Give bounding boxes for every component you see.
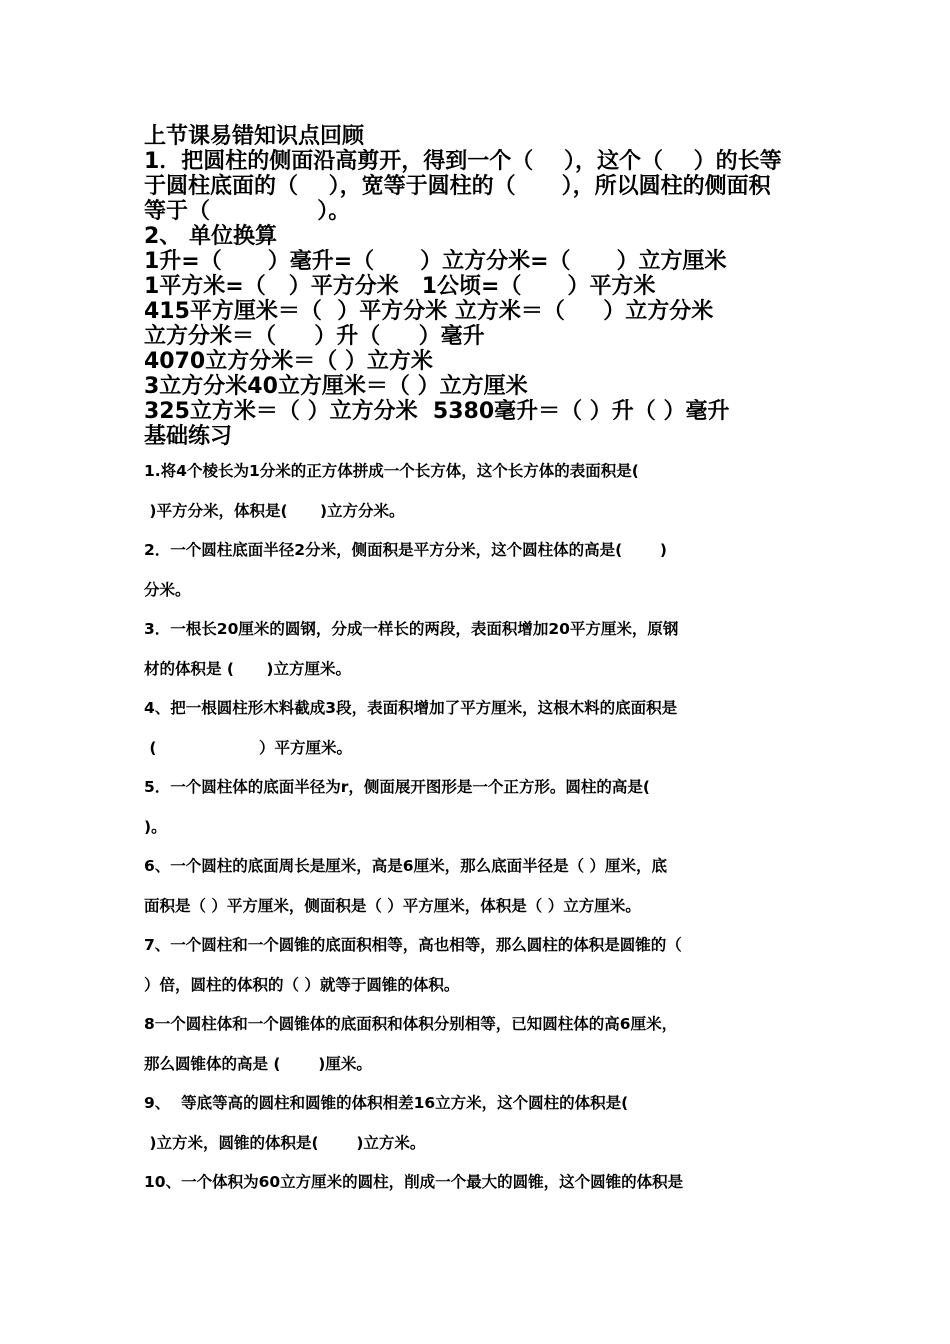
conversion-line: 3立方分米40立方厘米＝（ ）立方厘米 xyxy=(144,374,528,399)
review-title: 上节课易错知识点回顾 xyxy=(144,124,365,149)
practice-line: 分米。 xyxy=(144,580,191,599)
practice-line: ( ）平方厘米。 xyxy=(144,738,353,757)
practice-line: 5．一个圆柱体的底面半径为r，侧面展开图形是一个正方形。圆柱的高是( xyxy=(144,778,651,796)
practice-line: )。 xyxy=(144,817,167,836)
practice-line: 8一个圆柱体和一个圆锥体的底面积和体积分别相等，已知圆柱体的高6厘米， xyxy=(144,1015,678,1033)
review-q2-title: 2、 单位换算 xyxy=(144,224,277,249)
practice-line: 6、一个圆柱的底面周长是厘米，高是6厘米，那么底面半径是（ ）厘米，底 xyxy=(144,857,667,875)
practice-line: 3．一根长20厘米的圆钢，分成一样长的两段，表面积增加20平方厘米，原钢 xyxy=(144,620,679,638)
practice-line: )立方米，圆锥的体积是( )立方米。 xyxy=(144,1133,426,1152)
practice-line: 材的体积是 ( )立方厘米。 xyxy=(144,659,351,678)
review-q1-line-1: 1．把圆柱的侧面沿高剪开，得到一个（ ），这个（ ）的长等 xyxy=(144,149,782,174)
practice-section xyxy=(144,452,814,1203)
review-section xyxy=(144,124,824,449)
conversion-line: 4070立方分米＝（ ）立方米 xyxy=(144,349,433,374)
practice-line: 7、一个圆柱和一个圆锥的底面积相等，高也相等，那么圆柱的体积是圆锥的（ xyxy=(144,936,682,954)
conversion-line: 1平方米=（ ）平方分米 1公顷=（ ）平方米 xyxy=(144,274,656,299)
practice-line: 那么圆锥体的高是 ( )厘米。 xyxy=(144,1054,372,1073)
practice-line: 面积是（ ）平方厘米，侧面积是（ ）平方厘米，体积是（ ）立方厘米。 xyxy=(144,896,641,915)
practice-line: ）倍，圆柱的体积的（ ）就等于圆锥的体积。 xyxy=(144,975,460,994)
practice-line: 1.将4个棱长为1分米的正方体拼成一个长方体，这个长方体的表面积是( xyxy=(144,462,639,480)
conversion-line: 立方分米＝（ ）升（ ）毫升 xyxy=(144,324,485,349)
practice-line: 4、把一根圆柱形木料截成3段，表面积增加了平方厘米，这根木料的底面积是 xyxy=(144,699,678,717)
practice-line: )平方分米，体积是( )立方分米。 xyxy=(144,501,405,520)
review-q1-line-2: 于圆柱底面的（ ），宽等于圆柱的（ ），所以圆柱的侧面积 xyxy=(144,174,771,199)
practice-line: 2．一个圆柱底面半径2分米，侧面积是平方分米，这个圆柱体的高是( ) xyxy=(144,541,668,559)
conversion-line: 415平方厘米＝（ ）平方分米 立方米＝（ ）立方分米 xyxy=(144,299,714,324)
conversion-line: 1升=（ ）毫升=（ ）立方分米=（ ）立方厘米 xyxy=(144,249,727,274)
review-q1-line-3: 等于（ ）。 xyxy=(144,199,351,224)
conversion-line: 325立方米＝（ ）立方分米 5380毫升＝（ ）升（ ）毫升 xyxy=(144,399,730,424)
practice-line: 10、一个体积为60立方厘米的圆柱，削成一个最大的圆锥，这个圆锥的体积是 xyxy=(144,1173,684,1191)
practice-title: 基础练习 xyxy=(144,424,233,449)
practice-line: 9、 等底等高的圆柱和圆锥的体积相差16立方米，这个圆柱的体积是( xyxy=(144,1094,629,1112)
